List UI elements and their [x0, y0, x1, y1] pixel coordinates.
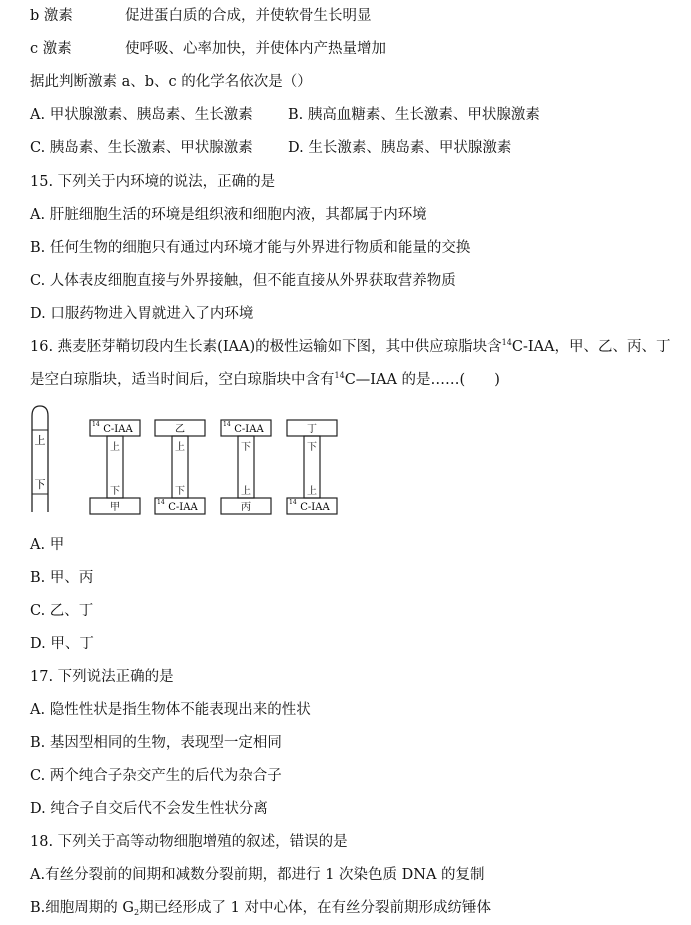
q15-option-c: C. 人体表皮细胞直接与外界接触，但不能直接从外界获取营养物质	[30, 273, 456, 289]
q16-stem-1a: 16. 燕麦胚芽鞘切段内生长素(IAA)的极性运输如下图，其中供应琼脂块含	[30, 339, 502, 355]
q14-options-row2	[30, 139, 512, 157]
panel-yi-top-label: 乙	[175, 424, 185, 435]
q14-options-row1	[30, 106, 540, 124]
panel-bing-top-label: C-IAA	[234, 424, 264, 435]
q14-row-c	[30, 40, 386, 58]
q14-row-b-label: b 激素	[30, 8, 73, 24]
q14-option-c: C. 胰岛素、生长激素、甲状腺激素	[30, 140, 253, 156]
q16-option-d: D. 甲、丁	[30, 636, 94, 652]
q16-option-c: C. 乙、丁	[30, 603, 94, 619]
panel-bing-bottom-label: 丙	[241, 502, 251, 513]
q15-stem: 15. 下列关于内环境的说法，正确的是	[30, 174, 276, 190]
coleoptile-seedling	[32, 406, 48, 512]
q16-stem-2a: 是空白琼脂块，适当时间后，空白琼脂块中含有	[30, 372, 335, 388]
panel-jia-upper-label: 上	[110, 442, 120, 453]
panel-ding-upper-label: 下	[307, 442, 317, 453]
panel-jia	[90, 420, 140, 514]
panel-jia-bottom-label: 甲	[110, 502, 120, 513]
panel-jia-top-isotope: 14	[92, 421, 100, 428]
panel-bing-top-isotope: 14	[223, 421, 231, 428]
q18-stem: 18. 下列关于高等动物细胞增殖的叙述，错误的是	[30, 834, 348, 850]
q17-stem: 17. 下列说法正确的是	[30, 669, 174, 685]
q14-option-a: A. 甲状腺激素、胰岛素、生长激素	[30, 107, 253, 123]
seedling-label-top: 上	[34, 434, 46, 447]
q17-option-d: D. 纯合子自交后代不会发生性状分离	[30, 801, 268, 817]
q15-option-b: B. 任何生物的细胞只有通过内环境才能与外界进行物质和能量的交换	[30, 240, 471, 256]
q14-row-b	[30, 7, 372, 25]
panel-ding-top-label: 丁	[307, 424, 317, 435]
q17-option-b: B. 基因型相同的生物，表现型一定相同	[30, 735, 282, 751]
panel-ding-bottom-isotope: 14	[289, 499, 297, 506]
q16-option-a: A. 甲	[30, 537, 65, 553]
panel-yi	[155, 420, 205, 514]
q14-option-b: B. 胰高血糖素、生长激素、甲状腺激素	[288, 107, 540, 123]
q16-figure	[28, 404, 348, 520]
q18-option-b-subscript: 2	[133, 908, 140, 917]
q14-row-c-desc: 使呼吸、心率加快，并使体内产热量增加	[125, 41, 386, 57]
panel-ding	[287, 420, 337, 514]
q14-row-b-desc: 促进蛋白质的合成，并使软骨生长明显	[125, 8, 372, 24]
seedling-label-bottom: 下	[34, 478, 46, 491]
q16-figure-svg	[28, 404, 348, 520]
coleoptile-outline	[32, 406, 48, 512]
q15-option-d: D. 口服药物进入胃就进入了内环境	[30, 306, 254, 322]
panel-jia-top-label: C-IAA	[103, 424, 133, 435]
q16-stem-line2	[30, 371, 500, 389]
q16-isotope-superscript: 14	[501, 338, 512, 347]
q16-stem-line1	[30, 338, 671, 356]
panel-yi-bottom-label: C-IAA	[168, 502, 198, 513]
q16-stem-1b: C-IAA，甲、乙、丙、丁	[511, 339, 671, 355]
q18-option-a: A.有丝分裂前的间期和减数分裂前期，都进行 1 次染色质 DNA 的复制	[30, 867, 485, 883]
q14-row-c-label: c 激素	[30, 41, 72, 57]
q16-stem-2b: C—IAA 的是……( )	[344, 372, 500, 388]
q14-option-d: D. 生长激素、胰岛素、甲状腺激素	[288, 140, 512, 156]
panel-ding-bottom-label: C-IAA	[300, 502, 330, 513]
q18-option-b-part1: B.细胞周期的 G	[30, 900, 134, 916]
panel-jia-lower-label: 下	[110, 486, 120, 497]
q18-option-b-part2: 期已经形成了 1 对中心体，在有丝分裂前期形成纺锤体	[139, 900, 492, 916]
panel-bing-upper-label: 下	[241, 442, 251, 453]
q15-option-a: A. 肝脏细胞生活的环境是组织液和细胞内液，其都属于内环境	[30, 207, 427, 223]
q14-stem: 据此判断激素 a、b、c 的化学名依次是（）	[30, 74, 312, 90]
panel-bing	[221, 420, 271, 514]
q18-option-b	[30, 899, 491, 917]
panel-bing-lower-label: 上	[241, 486, 251, 497]
panel-yi-lower-label: 下	[175, 486, 185, 497]
q17-option-a: A. 隐性性状是指生物体不能表现出来的性状	[30, 702, 311, 718]
panel-yi-upper-label: 上	[175, 442, 185, 453]
q16-option-b: B. 甲、丙	[30, 570, 94, 586]
panel-ding-lower-label: 上	[307, 486, 317, 497]
q17-option-c: C. 两个纯合子杂交产生的后代为杂合子	[30, 768, 282, 784]
q16-isotope-superscript-2: 14	[334, 371, 345, 380]
panel-yi-bottom-isotope: 14	[157, 499, 165, 506]
